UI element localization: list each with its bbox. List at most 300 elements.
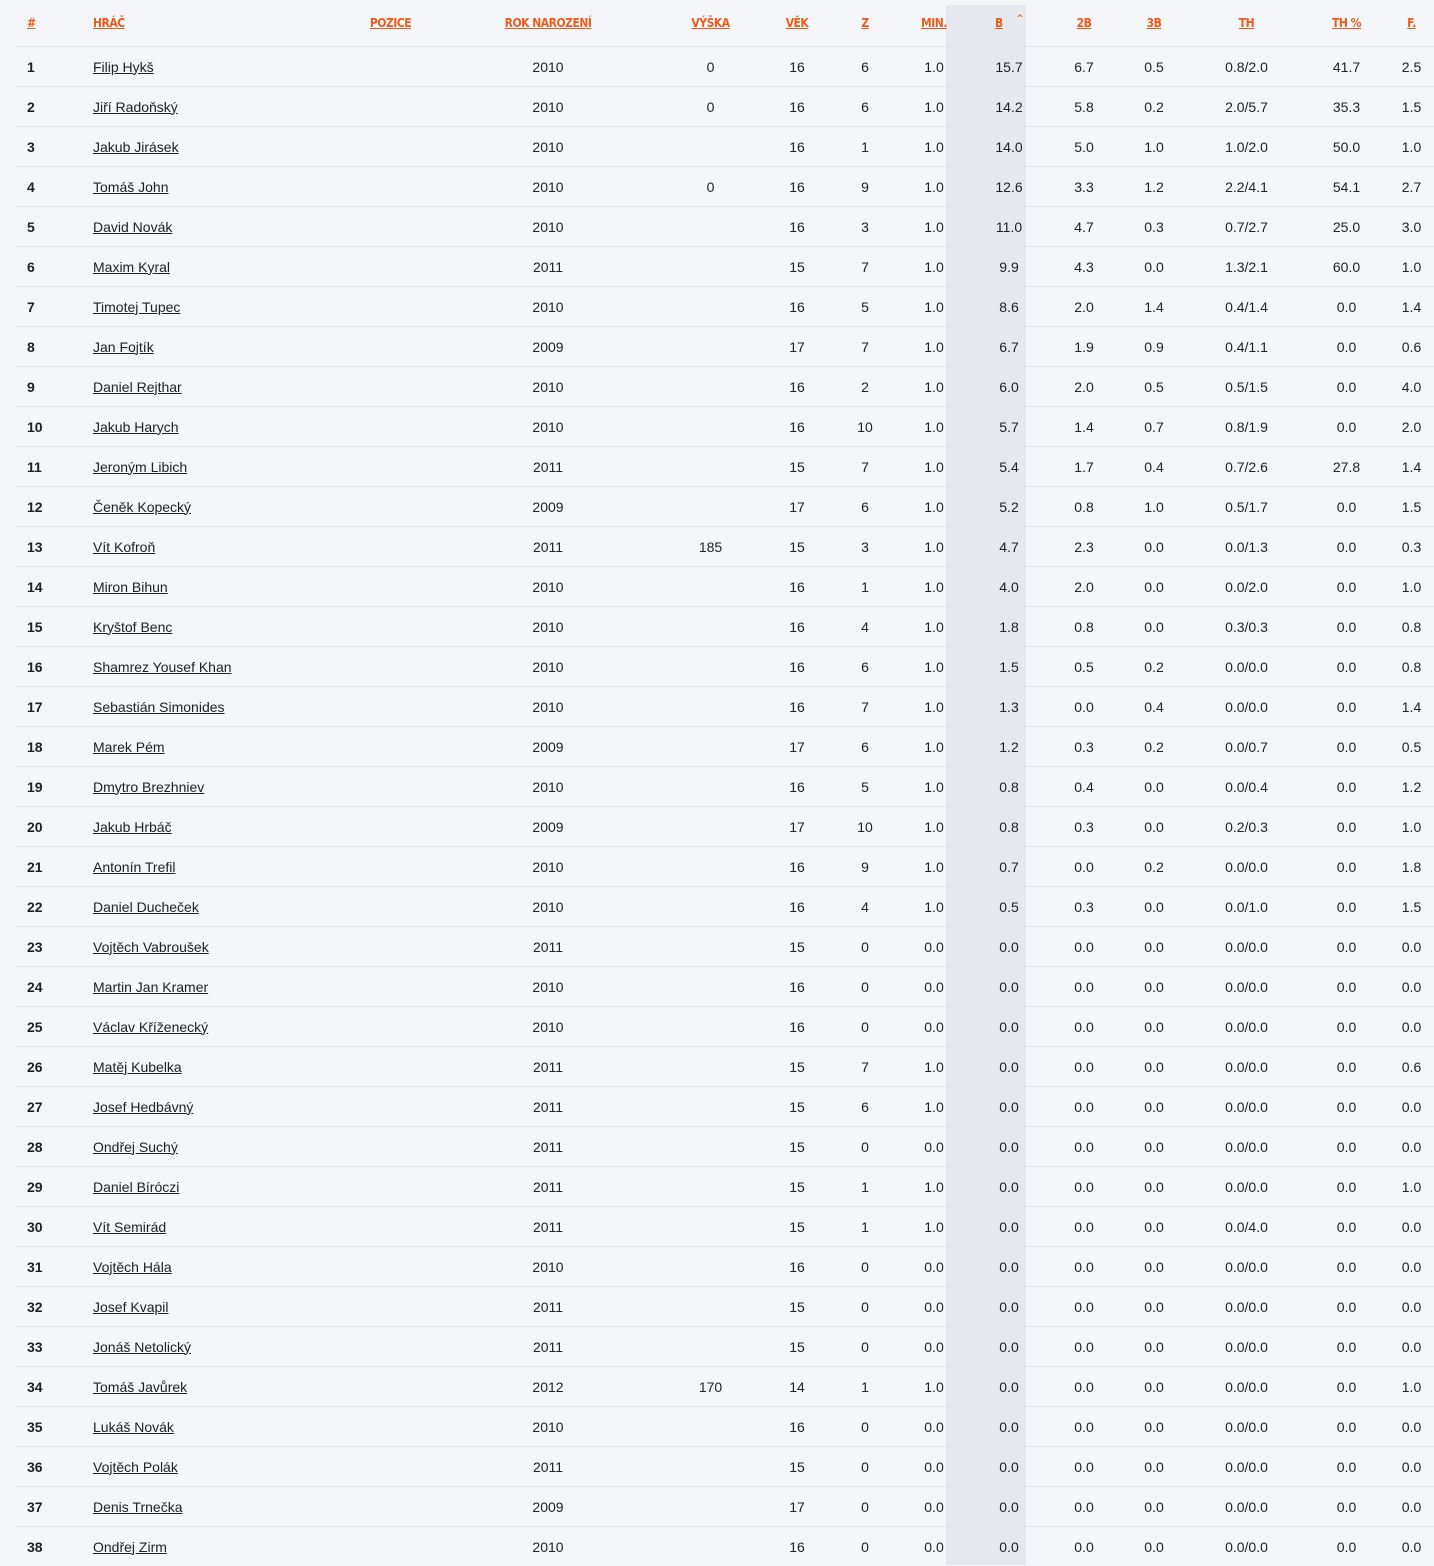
cell-player-name (93, 1247, 343, 1287)
cell-age: 15 (763, 447, 831, 487)
cell-height: 185 (658, 527, 763, 567)
cell-fouls: 0.0 (1389, 1527, 1434, 1566)
table-row (17, 287, 1434, 327)
cell-free-throw-pct: 0.0 (1304, 647, 1389, 687)
cell-rank: 38 (17, 1527, 93, 1566)
table-row (17, 967, 1434, 1007)
cell-rank: 7 (17, 287, 93, 327)
cell-points: 0.0 (969, 1327, 1049, 1367)
cell-points: 1.2 (969, 727, 1049, 767)
cell-rank: 8 (17, 327, 93, 367)
cell-rank: 2 (17, 87, 93, 127)
cell-position (343, 1207, 438, 1247)
cell-position (343, 807, 438, 847)
cell-free-throw-pct: 0.0 (1304, 727, 1389, 767)
cell-fouls: 0.0 (1389, 1207, 1434, 1247)
cell-minutes: 1.0 (899, 87, 969, 127)
cell-minutes: 1.0 (899, 127, 969, 167)
cell-free-throws: 0.5/1.5 (1189, 367, 1304, 407)
table-row (17, 527, 1434, 567)
cell-two-pointers: 5.8 (1049, 87, 1119, 127)
player-link[interactable]: Tomáš Javůrek (93, 1379, 187, 1395)
cell-rank: 5 (17, 207, 93, 247)
cell-three-pointers: 0.3 (1119, 207, 1189, 247)
player-link[interactable]: Dmytro Brezhniev (93, 779, 204, 795)
cell-rank: 35 (17, 1407, 93, 1447)
player-link[interactable]: Kryštof Benc (93, 619, 172, 635)
cell-three-pointers: 0.0 (1119, 1287, 1189, 1327)
cell-three-pointers: 0.0 (1119, 1207, 1189, 1247)
sort-ascending-icon: ^ (1017, 14, 1023, 24)
cell-free-throws: 0.8/1.9 (1189, 407, 1304, 447)
table-row (17, 1047, 1434, 1087)
cell-rank: 30 (17, 1207, 93, 1247)
cell-height (658, 767, 763, 807)
player-link[interactable]: Daniel Bíróczi (93, 1179, 179, 1195)
cell-fouls: 1.2 (1389, 767, 1434, 807)
cell-points: 14.0 (969, 127, 1049, 167)
cell-free-throw-pct: 0.0 (1304, 287, 1389, 327)
player-link[interactable]: Marek Pém (93, 739, 165, 755)
cell-games: 6 (831, 487, 899, 527)
cell-rank: 34 (17, 1367, 93, 1407)
cell-fouls: 0.5 (1389, 727, 1434, 767)
cell-player-name (93, 887, 343, 927)
cell-free-throws: 0.0/0.0 (1189, 1287, 1304, 1327)
cell-birth-year: 2010 (438, 47, 658, 87)
cell-games: 0 (831, 1007, 899, 1047)
header-free-throw-pct[interactable]: TH % (1304, 0, 1389, 47)
cell-player-name (93, 647, 343, 687)
cell-fouls: 2.0 (1389, 407, 1434, 447)
cell-birth-year: 2010 (438, 287, 658, 327)
cell-games: 1 (831, 127, 899, 167)
cell-birth-year: 2009 (438, 807, 658, 847)
cell-height (658, 927, 763, 967)
cell-minutes: 0.0 (899, 1247, 969, 1287)
cell-age: 17 (763, 327, 831, 367)
cell-two-pointers: 0.0 (1049, 1487, 1119, 1527)
cell-free-throw-pct: 0.0 (1304, 1007, 1389, 1047)
header-three-pointers[interactable]: 3B (1119, 0, 1189, 47)
cell-two-pointers: 0.3 (1049, 807, 1119, 847)
table-row (17, 1407, 1434, 1447)
cell-free-throw-pct: 27.8 (1304, 447, 1389, 487)
cell-rank: 13 (17, 527, 93, 567)
cell-rank: 12 (17, 487, 93, 527)
cell-two-pointers: 0.3 (1049, 727, 1119, 767)
cell-games: 1 (831, 567, 899, 607)
player-link[interactable]: Shamrez Yousef Khan (93, 659, 232, 675)
player-link[interactable]: Jonáš Netolický (93, 1339, 191, 1355)
cell-height (658, 367, 763, 407)
player-link[interactable]: Ondřej Zirm (93, 1539, 167, 1555)
table-row (17, 247, 1434, 287)
cell-points: 5.7 (969, 407, 1049, 447)
cell-position (343, 1527, 438, 1566)
header-games[interactable]: Z (831, 0, 899, 47)
cell-games: 6 (831, 1087, 899, 1127)
cell-points: 0.0 (969, 1487, 1049, 1527)
cell-games: 10 (831, 807, 899, 847)
cell-minutes: 1.0 (899, 687, 969, 727)
cell-player-name (93, 1047, 343, 1087)
cell-points: 1.5 (969, 647, 1049, 687)
cell-two-pointers: 0.0 (1049, 1527, 1119, 1566)
player-link[interactable]: Jeroným Libich (93, 459, 187, 475)
cell-birth-year: 2010 (438, 767, 658, 807)
cell-age: 16 (763, 287, 831, 327)
player-link[interactable]: Daniel Ducheček (93, 899, 199, 915)
cell-games: 7 (831, 687, 899, 727)
player-link[interactable]: Antonín Trefil (93, 859, 176, 875)
table-row (17, 887, 1434, 927)
cell-position (343, 1167, 438, 1207)
cell-points: 4.7 (969, 527, 1049, 567)
cell-position (343, 1087, 438, 1127)
cell-birth-year: 2009 (438, 727, 658, 767)
cell-player-name (93, 1127, 343, 1167)
cell-two-pointers: 0.0 (1049, 1007, 1119, 1047)
cell-three-pointers: 0.4 (1119, 447, 1189, 487)
cell-minutes: 1.0 (899, 1367, 969, 1407)
cell-games: 9 (831, 847, 899, 887)
header-birth-year[interactable]: ROK NAROZENÍ (438, 0, 658, 47)
cell-birth-year: 2011 (438, 1047, 658, 1087)
cell-position (343, 87, 438, 127)
cell-games: 0 (831, 1527, 899, 1566)
cell-points: 0.0 (969, 927, 1049, 967)
cell-minutes: 1.0 (899, 327, 969, 367)
cell-points: 9.9 (969, 247, 1049, 287)
player-link[interactable]: Vojtěch Vabroušek (93, 939, 209, 955)
cell-rank: 29 (17, 1167, 93, 1207)
cell-games: 7 (831, 247, 899, 287)
cell-points: 0.7 (969, 847, 1049, 887)
cell-position (343, 527, 438, 567)
cell-fouls: 0.0 (1389, 1087, 1434, 1127)
cell-minutes: 1.0 (899, 807, 969, 847)
cell-minutes: 0.0 (899, 1287, 969, 1327)
cell-fouls: 1.0 (1389, 1167, 1434, 1207)
header-minutes[interactable]: MIN. (899, 0, 969, 47)
cell-games: 1 (831, 1207, 899, 1247)
cell-free-throw-pct: 0.0 (1304, 847, 1389, 887)
cell-fouls: 0.8 (1389, 607, 1434, 647)
table-row (17, 367, 1434, 407)
cell-rank: 3 (17, 127, 93, 167)
cell-two-pointers: 2.0 (1049, 567, 1119, 607)
cell-age: 16 (763, 567, 831, 607)
cell-position (343, 487, 438, 527)
cell-three-pointers: 0.4 (1119, 687, 1189, 727)
cell-three-pointers: 0.5 (1119, 367, 1189, 407)
table-row (17, 1127, 1434, 1167)
cell-points: 0.0 (969, 1007, 1049, 1047)
cell-position (343, 167, 438, 207)
cell-two-pointers: 0.8 (1049, 607, 1119, 647)
cell-three-pointers: 1.4 (1119, 287, 1189, 327)
cell-age: 15 (763, 1047, 831, 1087)
cell-position (343, 367, 438, 407)
cell-points: 0.0 (969, 1247, 1049, 1287)
cell-three-pointers: 0.7 (1119, 407, 1189, 447)
player-link[interactable]: Denis Trnečka (93, 1499, 182, 1515)
cell-age: 15 (763, 1207, 831, 1247)
cell-points: 0.0 (969, 1287, 1049, 1327)
player-link[interactable]: Jakub Jirásek (93, 139, 179, 155)
cell-birth-year: 2011 (438, 1327, 658, 1367)
player-link[interactable]: Jakub Hrbáč (93, 819, 172, 835)
cell-games: 3 (831, 527, 899, 567)
cell-birth-year: 2012 (438, 1367, 658, 1407)
cell-free-throw-pct: 0.0 (1304, 887, 1389, 927)
player-link[interactable]: Tomáš John (93, 179, 168, 195)
cell-position (343, 687, 438, 727)
header-free-throws[interactable]: TH (1189, 0, 1304, 47)
player-link[interactable]: Josef Kvapil (93, 1299, 168, 1315)
cell-games: 5 (831, 767, 899, 807)
player-link[interactable]: Josef Hedbávný (93, 1099, 193, 1115)
cell-height: 0 (658, 87, 763, 127)
cell-age: 16 (763, 1407, 831, 1447)
cell-free-throw-pct: 0.0 (1304, 1087, 1389, 1127)
cell-position (343, 887, 438, 927)
cell-minutes: 1.0 (899, 1047, 969, 1087)
cell-position (343, 647, 438, 687)
cell-free-throws: 0.0/1.0 (1189, 887, 1304, 927)
cell-games: 0 (831, 1327, 899, 1367)
cell-player-name (93, 527, 343, 567)
cell-height (658, 1487, 763, 1527)
cell-height (658, 687, 763, 727)
cell-minutes: 1.0 (899, 207, 969, 247)
cell-three-pointers: 0.0 (1119, 1327, 1189, 1367)
cell-position (343, 1127, 438, 1167)
player-link[interactable]: Miron Bihun (93, 579, 168, 595)
cell-age: 16 (763, 1527, 831, 1566)
cell-three-pointers: 1.0 (1119, 127, 1189, 167)
table-row (17, 1487, 1434, 1527)
cell-rank: 14 (17, 567, 93, 607)
cell-points: 12.6 (969, 167, 1049, 207)
cell-age: 17 (763, 1487, 831, 1527)
cell-age: 16 (763, 207, 831, 247)
header-fouls[interactable]: F. (1389, 0, 1434, 47)
cell-minutes: 0.0 (899, 1407, 969, 1447)
header-age[interactable]: VĚK (763, 0, 831, 47)
cell-player-name (93, 1407, 343, 1447)
cell-free-throws: 0.7/2.7 (1189, 207, 1304, 247)
cell-fouls: 0.0 (1389, 967, 1434, 1007)
cell-birth-year: 2009 (438, 487, 658, 527)
player-link[interactable]: Daniel Rejthar (93, 379, 182, 395)
cell-position (343, 1407, 438, 1447)
cell-birth-year: 2010 (438, 607, 658, 647)
cell-minutes: 1.0 (899, 407, 969, 447)
cell-age: 14 (763, 1367, 831, 1407)
cell-two-pointers: 5.0 (1049, 127, 1119, 167)
cell-free-throw-pct: 0.0 (1304, 1287, 1389, 1327)
cell-points: 1.3 (969, 687, 1049, 727)
cell-age: 16 (763, 647, 831, 687)
cell-free-throw-pct: 41.7 (1304, 47, 1389, 87)
cell-player-name (93, 87, 343, 127)
cell-games: 0 (831, 1487, 899, 1527)
table-row (17, 647, 1434, 687)
table-row (17, 87, 1434, 127)
table-row (17, 1527, 1434, 1566)
cell-minutes: 1.0 (899, 167, 969, 207)
player-link[interactable]: Vojtěch Hála (93, 1259, 172, 1275)
cell-birth-year: 2010 (438, 967, 658, 1007)
cell-rank: 17 (17, 687, 93, 727)
table-row (17, 207, 1434, 247)
cell-player-name (93, 1167, 343, 1207)
cell-age: 15 (763, 1167, 831, 1207)
cell-three-pointers: 0.0 (1119, 1527, 1189, 1566)
cell-position (343, 1487, 438, 1527)
cell-three-pointers: 0.2 (1119, 727, 1189, 767)
table-row (17, 927, 1434, 967)
cell-free-throw-pct: 0.0 (1304, 807, 1389, 847)
cell-fouls: 4.0 (1389, 367, 1434, 407)
cell-fouls: 2.5 (1389, 47, 1434, 87)
player-link[interactable]: Sebastián Simonides (93, 699, 225, 715)
cell-minutes: 1.0 (899, 287, 969, 327)
cell-points: 15.7 (969, 47, 1049, 87)
cell-three-pointers: 0.0 (1119, 1007, 1189, 1047)
cell-age: 15 (763, 1327, 831, 1367)
cell-height (658, 727, 763, 767)
cell-free-throw-pct: 50.0 (1304, 127, 1389, 167)
cell-free-throws: 0.0/4.0 (1189, 1207, 1304, 1247)
table-row (17, 1247, 1434, 1287)
cell-age: 15 (763, 1287, 831, 1327)
cell-points: 0.8 (969, 767, 1049, 807)
cell-two-pointers: 4.3 (1049, 247, 1119, 287)
player-link[interactable]: David Novák (93, 219, 172, 235)
cell-player-name (93, 327, 343, 367)
cell-height (658, 1127, 763, 1167)
player-link[interactable]: Jan Fojtík (93, 339, 154, 355)
cell-age: 16 (763, 687, 831, 727)
player-link[interactable]: Timotej Tupec (93, 299, 180, 315)
cell-age: 16 (763, 767, 831, 807)
cell-rank: 4 (17, 167, 93, 207)
cell-player-name (93, 1487, 343, 1527)
cell-free-throws: 1.3/2.1 (1189, 247, 1304, 287)
player-link[interactable]: Vojtěch Polák (93, 1459, 178, 1475)
table-row (17, 447, 1434, 487)
cell-birth-year: 2011 (438, 247, 658, 287)
cell-rank: 36 (17, 1447, 93, 1487)
player-link[interactable]: Vít Kofroň (93, 539, 155, 555)
cell-rank: 37 (17, 1487, 93, 1527)
cell-player-name (93, 1367, 343, 1407)
cell-height (658, 247, 763, 287)
cell-rank: 27 (17, 1087, 93, 1127)
player-link[interactable]: Jiří Radoňský (93, 99, 178, 115)
cell-position (343, 767, 438, 807)
cell-birth-year: 2010 (438, 407, 658, 447)
cell-free-throws: 0.4/1.4 (1189, 287, 1304, 327)
cell-points: 0.0 (969, 1527, 1049, 1566)
player-link[interactable]: Čeněk Kopecký (93, 499, 191, 515)
cell-points: 0.5 (969, 887, 1049, 927)
player-link[interactable]: Maxim Kyral (93, 259, 170, 275)
header-player[interactable]: HRÁČ (93, 0, 343, 47)
cell-player-name (93, 1287, 343, 1327)
cell-free-throws: 0.8/2.0 (1189, 47, 1304, 87)
cell-birth-year: 2011 (438, 1167, 658, 1207)
table-row (17, 1007, 1434, 1047)
cell-two-pointers: 0.0 (1049, 1447, 1119, 1487)
cell-free-throw-pct: 0.0 (1304, 927, 1389, 967)
table-row (17, 727, 1434, 767)
cell-free-throws: 0.0/0.0 (1189, 1047, 1304, 1087)
cell-rank: 19 (17, 767, 93, 807)
cell-position (343, 247, 438, 287)
cell-free-throw-pct: 0.0 (1304, 1047, 1389, 1087)
cell-three-pointers: 0.0 (1119, 607, 1189, 647)
cell-rank: 16 (17, 647, 93, 687)
header-rank[interactable]: # (17, 0, 93, 47)
player-link[interactable]: Ondřej Suchý (93, 1139, 178, 1155)
cell-free-throws: 0.0/0.0 (1189, 687, 1304, 727)
cell-points: 5.4 (969, 447, 1049, 487)
cell-birth-year: 2010 (438, 87, 658, 127)
table-row (17, 807, 1434, 847)
cell-rank: 24 (17, 967, 93, 1007)
cell-position (343, 1367, 438, 1407)
player-link[interactable]: Lukáš Novák (93, 1419, 174, 1435)
cell-free-throws: 0.3/0.3 (1189, 607, 1304, 647)
header-height[interactable]: VÝŠKA (658, 0, 763, 47)
cell-player-name (93, 447, 343, 487)
player-link[interactable]: Václav Kříženecký (93, 1019, 208, 1035)
player-link[interactable]: Matěj Kubelka (93, 1059, 182, 1075)
cell-three-pointers: 0.2 (1119, 847, 1189, 887)
cell-player-name (93, 487, 343, 527)
header-two-pointers[interactable]: 2B (1049, 0, 1119, 47)
header-position[interactable]: POZICE (343, 0, 438, 47)
cell-minutes: 1.0 (899, 567, 969, 607)
table-row (17, 1087, 1434, 1127)
cell-height (658, 807, 763, 847)
cell-games: 1 (831, 1167, 899, 1207)
cell-games: 5 (831, 287, 899, 327)
cell-fouls: 1.0 (1389, 127, 1434, 167)
player-link[interactable]: Vít Semirád (93, 1219, 166, 1235)
cell-height (658, 1407, 763, 1447)
cell-minutes: 0.0 (899, 1327, 969, 1367)
cell-birth-year: 2011 (438, 1127, 658, 1167)
cell-three-pointers: 0.0 (1119, 887, 1189, 927)
player-link[interactable]: Martin Jan Kramer (93, 979, 208, 995)
cell-fouls: 0.6 (1389, 327, 1434, 367)
cell-position (343, 1327, 438, 1367)
cell-games: 4 (831, 607, 899, 647)
cell-points: 0.0 (969, 1207, 1049, 1247)
cell-free-throw-pct: 0.0 (1304, 767, 1389, 807)
player-link[interactable]: Filip Hykš (93, 59, 154, 75)
header-points[interactable] (969, 0, 1049, 47)
cell-age: 15 (763, 247, 831, 287)
cell-position (343, 1007, 438, 1047)
cell-rank: 6 (17, 247, 93, 287)
player-link[interactable]: Jakub Harych (93, 419, 179, 435)
